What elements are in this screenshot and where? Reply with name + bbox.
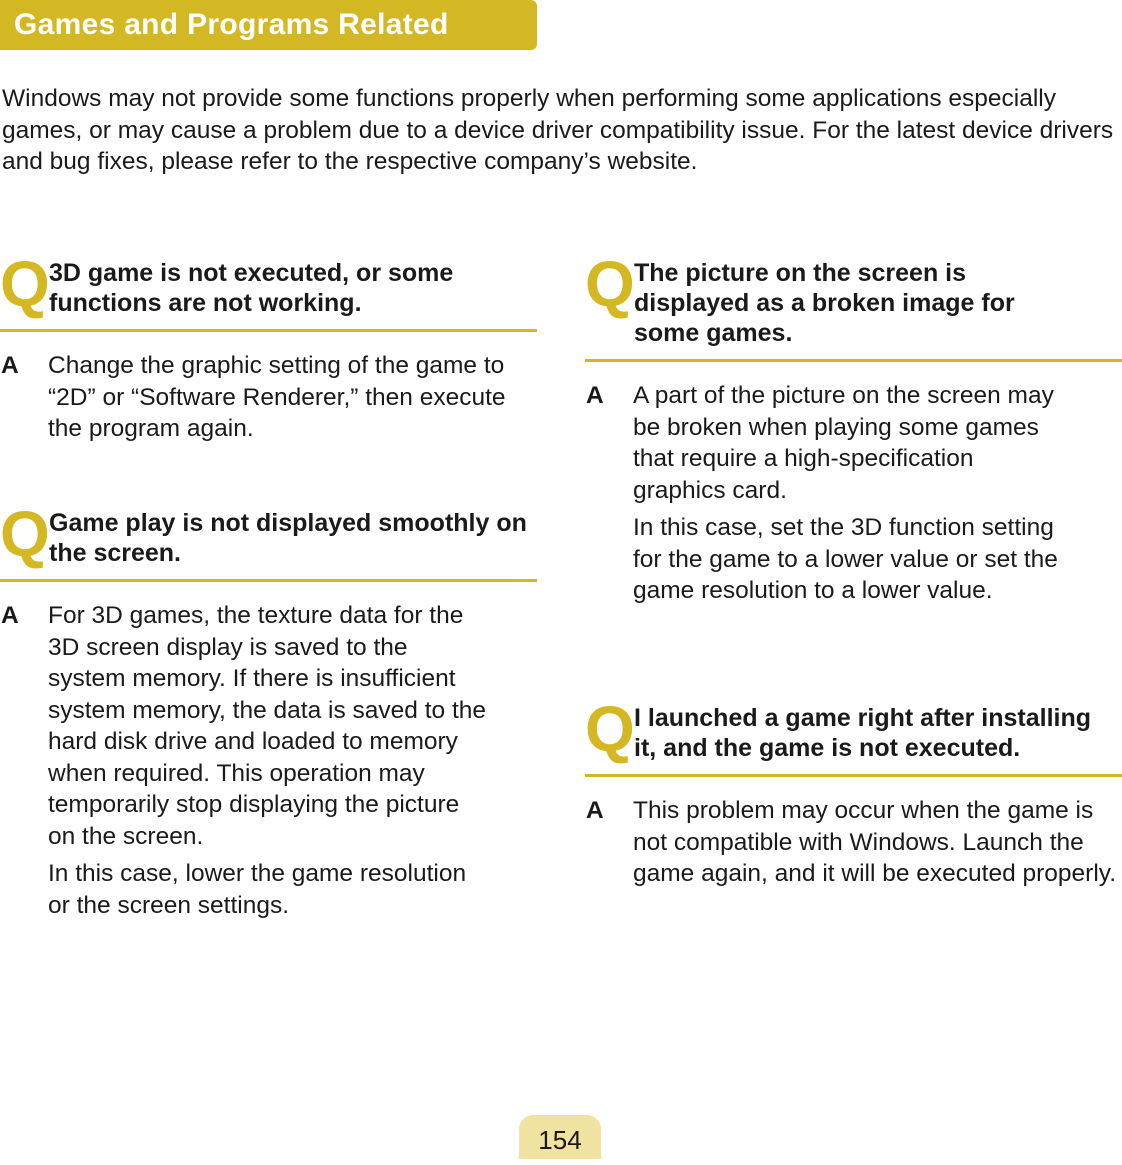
page-number: 154 <box>519 1115 601 1159</box>
question-text: The picture on the screen is displayed as a broken image for some games. <box>634 259 1015 347</box>
answer-text <box>48 350 537 445</box>
answer-marker: A <box>586 797 604 824</box>
answer-marker: A <box>1 352 19 379</box>
qa-item <box>0 498 537 921</box>
question-marker-icon: Q <box>585 693 635 765</box>
question-block <box>0 248 537 332</box>
question-marker-icon: Q <box>0 248 50 320</box>
answer-paragraph: For 3D games, the texture data for the 3D screen display is saved to the system memory. If there is insufficient system memory, the data is saved to the hard disk drive and loaded to memory when required. This operation may temporarily stop displaying the picture on the screen. <box>48 602 487 850</box>
answer-paragraph: This problem may occur when the game is not compatible with Windows. Launch the game again, and it will be executed properly. <box>633 797 1117 887</box>
answer-block <box>0 600 537 921</box>
question-block <box>0 498 537 582</box>
answer-marker: A <box>1 602 19 629</box>
answer-paragraph: In this case, lower the game resolution or the screen settings. <box>48 860 467 919</box>
question-block <box>585 693 1122 777</box>
answer-text <box>48 600 488 921</box>
question-divider <box>0 329 537 332</box>
question-text: 3D game is not executed, or some functions are not working. <box>49 259 454 317</box>
qa-item <box>585 248 1122 607</box>
qa-item <box>0 248 537 445</box>
intro-paragraph: Windows may not provide some functions properly when performing some applications especially games, or may cause a problem due to a device driver compatibility issue. For the latest device drivers and bug fixes, please refer to the respective company’s website. <box>2 85 1114 175</box>
question-marker-icon: Q <box>585 248 635 320</box>
question-marker-icon: Q <box>0 498 50 570</box>
section-header <box>0 0 537 50</box>
question-divider <box>0 579 537 582</box>
question-divider <box>585 359 1122 362</box>
answer-block <box>585 795 1122 890</box>
section-title: Games and Programs Related <box>14 8 449 41</box>
answer-paragraph: A part of the picture on the screen may be broken when playing some games that require a high-specification graphics card. <box>633 382 1054 504</box>
question-text: I launched a game right after installing it, and the game is not executed. <box>634 704 1092 762</box>
question-text: Game play is not displayed smoothly on the screen. <box>49 509 527 567</box>
answer-paragraph: Change the graphic setting of the game to “2D” or “Software Renderer,” then execute the program again. <box>48 352 506 442</box>
qa-item <box>585 693 1122 890</box>
answer-block <box>0 350 537 445</box>
answer-text <box>633 380 1063 607</box>
answer-paragraph: In this case, set the 3D function setting for the game to a lower value or set the game resolution to a lower value. <box>633 514 1058 604</box>
question-block <box>585 248 1122 362</box>
answer-block <box>585 380 1122 607</box>
answer-marker: A <box>586 382 604 409</box>
question-divider <box>585 774 1122 777</box>
answer-text <box>633 795 1122 890</box>
